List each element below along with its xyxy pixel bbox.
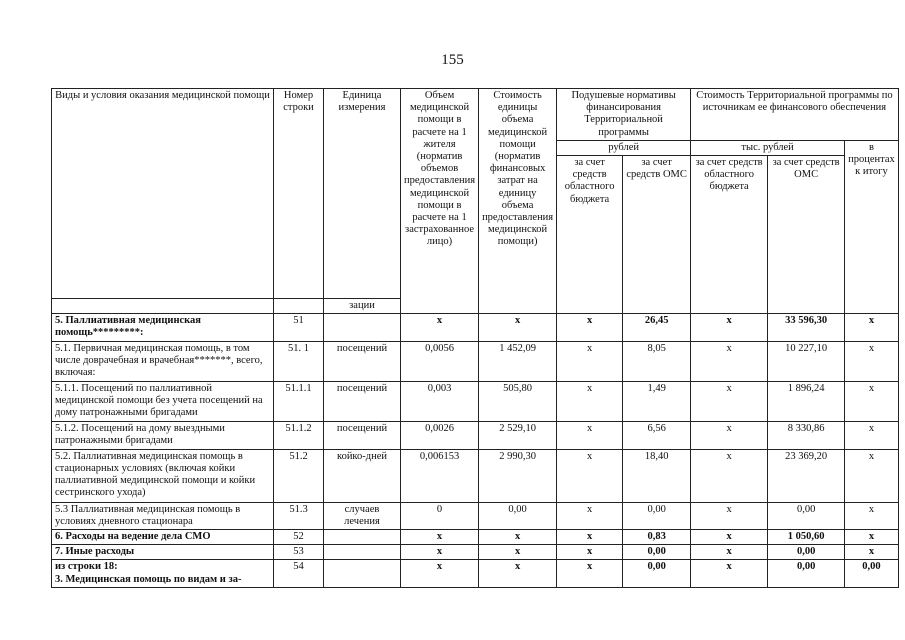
row-norm-budget: x [557, 341, 623, 381]
row-number: 53 [274, 545, 324, 560]
row-unit: посещений [324, 381, 401, 421]
row-cost-oms: 1 896,24 [768, 381, 845, 421]
header-norm-oms: за счет средств ОМС [623, 156, 691, 314]
row-cost: x [479, 545, 557, 560]
header-per-capita: Подушевые нормативы финансирования Территориальной программы [557, 89, 691, 141]
row-norm-budget: x [557, 314, 623, 341]
row-unit [324, 314, 401, 341]
row-cost: 2 990,30 [479, 449, 557, 502]
row-cost-budget: x [691, 381, 768, 421]
row-unit [324, 545, 401, 560]
row-norm-oms: 1,49 [623, 381, 691, 421]
row-cost-oms: 10 227,10 [768, 341, 845, 381]
row-unit [324, 530, 401, 545]
row-cost-budget: x [691, 502, 768, 529]
row-name: 5.1. Первичная медицинская помощь, в том числе доврачебная и врачебная*******, всего, включая: [52, 341, 274, 381]
row-norm-oms: 18,40 [623, 449, 691, 502]
row-norm-budget: x [557, 530, 623, 545]
table-row [52, 421, 899, 449]
row-name: 6. Расходы на ведение дела СМО [52, 530, 274, 545]
row-norm-oms: 0,83 [623, 530, 691, 545]
header-thousand-rubles: тыс. рублей [691, 140, 845, 155]
row-number: 51.1.1 [274, 381, 324, 421]
row-number: 54 [274, 560, 324, 587]
row-cost-budget: x [691, 530, 768, 545]
row-norm-oms: 26,45 [623, 314, 691, 341]
header-volume: Объем медицинской помощи в расчете на 1 жителя (норматив объемов предоставления медицинской помощи в расчете на 1 застрахованное лицо) [401, 89, 479, 314]
table-row [52, 314, 899, 341]
row-number: 51. 1 [274, 341, 324, 381]
row-cost-oms: 1 050,60 [768, 530, 845, 545]
header-unit: Единица измерения [324, 89, 401, 299]
row-norm-budget: x [557, 449, 623, 502]
row-norm-budget: x [557, 421, 623, 449]
row-volume: 0,006153 [401, 449, 479, 502]
row-percent: x [845, 449, 899, 502]
row-number: 51 [274, 314, 324, 341]
row-norm-oms: 0,00 [623, 502, 691, 529]
row-norm-oms: 0,00 [623, 560, 691, 587]
row-norm-budget: x [557, 502, 623, 529]
row-cost-oms: 33 596,30 [768, 314, 845, 341]
row-percent: x [845, 530, 899, 545]
row-cost-oms: 0,00 [768, 545, 845, 560]
table-row [52, 560, 899, 587]
header-percent: в процентах к итогу [845, 140, 899, 313]
row-cost-budget: x [691, 341, 768, 381]
row-percent: x [845, 421, 899, 449]
header-cost-oms: за счет средств ОМС [768, 156, 845, 314]
row-volume: x [401, 530, 479, 545]
row-name: 5.2. Паллиативная медицинская помощь в стационарных условиях (включая койки паллиативной медицинской помощи и койки сестринского ухода) [52, 449, 274, 502]
data-table [51, 88, 899, 588]
row-name: 7. Иные расходы [52, 545, 274, 560]
row-number: 51.2 [274, 449, 324, 502]
table-row [52, 545, 899, 560]
row-percent: x [845, 314, 899, 341]
row-cost-oms: 8 330,86 [768, 421, 845, 449]
table-header [52, 89, 899, 314]
row-cost: x [479, 314, 557, 341]
row-number: 51.3 [274, 502, 324, 529]
row-cost-oms: 0,00 [768, 560, 845, 587]
row-volume: x [401, 560, 479, 587]
row-name: из строки 18: 3. Медицинская помощь по видам и за- [52, 560, 274, 587]
row-unit: посещений [324, 341, 401, 381]
row-name: 5. Паллиативная медицинская помощь*********: [52, 314, 274, 341]
row-name: 5.1.2. Посещений на дому выездными патронажными бригадами [52, 421, 274, 449]
row-cost-budget: x [691, 314, 768, 341]
row-volume: 0,003 [401, 381, 479, 421]
row-volume: 0 [401, 502, 479, 529]
header-row-number: Номер строки [274, 89, 324, 299]
table-row [52, 449, 899, 502]
row-unit: посещений [324, 421, 401, 449]
row-percent: x [845, 341, 899, 381]
row-percent: x [845, 545, 899, 560]
row-percent: x [845, 381, 899, 421]
row-norm-oms: 0,00 [623, 545, 691, 560]
page-number: 155 [441, 52, 464, 68]
header-kind: Виды и условия оказания медицинской помощи [52, 89, 274, 299]
row-percent: x [845, 502, 899, 529]
row-volume: 0,0026 [401, 421, 479, 449]
row-name: 5.1.1. Посещений по паллиативной медицинской помощи без учета посещений на дому патронажными бригадами [52, 381, 274, 421]
header-rubles: рублей [557, 140, 691, 155]
row-norm-budget: x [557, 381, 623, 421]
row-norm-budget: x [557, 545, 623, 560]
row-percent: 0,00 [845, 560, 899, 587]
row-volume: x [401, 314, 479, 341]
header-norm-budget: за счет средств областного бюджета [557, 156, 623, 314]
row-norm-oms: 6,56 [623, 421, 691, 449]
header-program-cost: Стоимость Территориальной программы по источникам ее финансового обеспечения [691, 89, 899, 141]
row-cost-budget: x [691, 421, 768, 449]
row-cost-budget: x [691, 545, 768, 560]
row-unit [324, 560, 401, 587]
table-body [52, 314, 899, 588]
row-unit: случаев лечения [324, 502, 401, 529]
table-row [52, 341, 899, 381]
row-unit: койко-дней [324, 449, 401, 502]
header-unit-tail: зации [324, 299, 401, 314]
row-volume: x [401, 545, 479, 560]
table-row [52, 530, 899, 545]
row-cost-budget: x [691, 449, 768, 502]
row-cost: 2 529,10 [479, 421, 557, 449]
table-row [52, 502, 899, 529]
row-cost-oms: 0,00 [768, 502, 845, 529]
row-norm-budget: x [557, 560, 623, 587]
row-cost-oms: 23 369,20 [768, 449, 845, 502]
row-cost: 505,80 [479, 381, 557, 421]
row-cost-budget: x [691, 560, 768, 587]
row-norm-oms: 8,05 [623, 341, 691, 381]
table-row [52, 381, 899, 421]
row-number: 52 [274, 530, 324, 545]
row-cost: x [479, 560, 557, 587]
row-cost: 0,00 [479, 502, 557, 529]
row-cost: 1 452,09 [479, 341, 557, 381]
header-unit-cost: Стоимость единицы объема медицинской помощи (норматив финансовых затрат на единицу объема предоставления медицинской помощи) [479, 89, 557, 314]
row-number: 51.1.2 [274, 421, 324, 449]
row-cost: x [479, 530, 557, 545]
row-volume: 0,0056 [401, 341, 479, 381]
header-cost-budget: за счет средств областного бюджета [691, 156, 768, 314]
row-name: 5.3 Паллиативная медицинская помощь в условиях дневного стационара [52, 502, 274, 529]
